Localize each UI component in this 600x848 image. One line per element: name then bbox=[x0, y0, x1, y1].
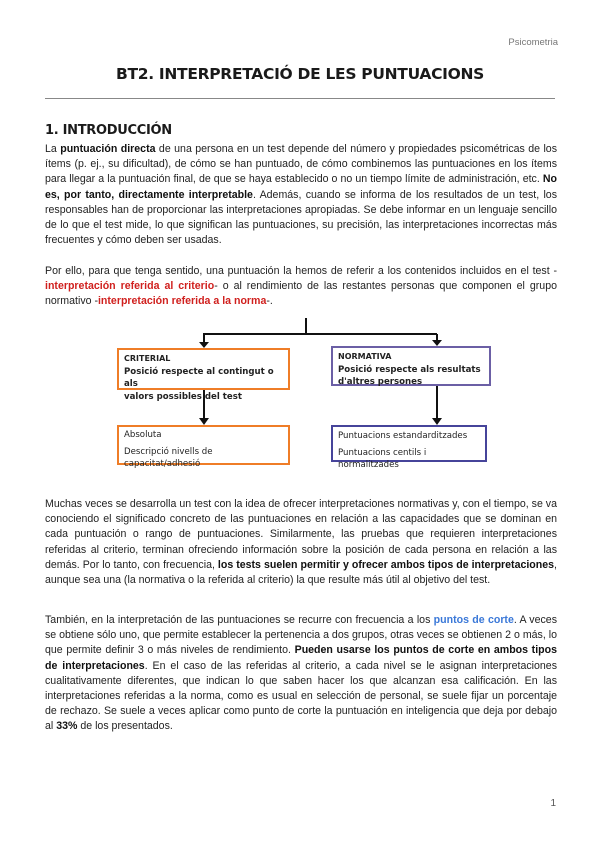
paragraph-intro: La puntuación directa de una persona en un test depende del número y propiedades psicométricas de los ítems (p. ej., su dificultad), de cómo se han puntuado, de cómo combinemos las puntuaciones en los ítems para llegar a la puntuación final, de que se haya establecido o no un tiempo límite de administración, etc. No es, por tanto, directamente interpretable. Además, cuando se informa de los resultados de un test, los responsables han de proporcionar las interpretaciones apropiadas. Se debe informar en un lenguaje sencillo de lo que el test mide, lo que significan las puntuaciones, su precisión, las interpretaciones incorrectas más frecuentes y cómo deben ser usadas. bbox=[45, 143, 557, 247]
emphasis-both-interpretations: los tests suelen permitir y ofrecer ambos tipos de interpretaciones bbox=[217, 558, 555, 571]
normativa-title: NORMATIVA bbox=[338, 352, 392, 361]
paragraph-both-types: Muchas veces se desarrolla un test con la idea de ofrecer interpretaciones normativas y, con el tiempo, se va conociendo el significado concreto de las puntuaciones en relación a las capacidades que se dominan en cada puntuación o rango de puntuaciones. Similarmente, las pruebas que requieren interpretaciones referidas al criterio, terminan ofreciendo información sobre la posición de cada persona en relación a las demás. Por lo tanto, con frecuencia, los tests suelen permitir y ofrecer ambos tipos de interpretaciones, aunque sea una (la normativa o la referida al criterio) la que resulte más útil al objetivo del test. bbox=[45, 498, 557, 587]
page-number: 1 bbox=[550, 798, 556, 809]
normativa-desc-2: d'altres persones bbox=[338, 377, 423, 387]
emphasis-not-interpretable: No es, por tanto, directamente interpretable bbox=[45, 173, 557, 201]
term-cut-points: puntos de corte bbox=[433, 614, 514, 626]
emphasis-cut-points-both: Pueden usarse los puntos de corte en ambos tipos de interpretaciones bbox=[45, 644, 557, 672]
term-criterion-referenced: interpretación referida al criterio bbox=[45, 280, 215, 293]
normative-scores-box bbox=[331, 425, 487, 470]
standardized-scores-label: Puntuacions estandarditzades bbox=[338, 431, 468, 441]
paragraph-cut-points: También, en la interpretación de las puntuaciones se recurre con frecuencia a los puntos de corte. A veces se obtiene sólo uno, que permite establecer la pertenencia a dos grupos, otras veces se obtienen 2 o más, lo que permite definir 3 o más niveles de rendimiento. Pueden usarse los puntos de corte en ambos tipos de interpretaciones. En el caso de las referidas al criterio, a cada nivel se le asignan interpretaciones cualitativamente diferentes, que indican lo que saben hacer los que alcanzan esa calificación. En las interpretaciones referidas a la norma, como es usual en selección de personal, se suele fijar un porcentaje de rechazo. Se suele a veces aplicar como punto de corte la puntuación en inteligencia que deja por debajo al 33% de los presentados. bbox=[45, 614, 557, 733]
page-title: BT2. INTERPRETACIÓ DE LES PUNTUACIONS bbox=[115, 65, 485, 83]
title-divider bbox=[45, 98, 555, 99]
absolute-desc: Descripció nivells de capacitat/adhesió bbox=[124, 446, 213, 469]
criterial-box bbox=[117, 348, 290, 402]
section-heading: 1. INTRODUCCIÓN bbox=[45, 123, 172, 138]
criterial-desc-2: valors possibles del test bbox=[124, 391, 242, 402]
absolute-box bbox=[117, 425, 290, 469]
normativa-desc: Posició respecte als resultats bbox=[338, 364, 481, 375]
percentile-scores-label: Puntuacions centils i normalitzades bbox=[338, 447, 427, 470]
criterial-desc: Posició respecte al contingut o als bbox=[124, 366, 274, 389]
running-header: Psicometria bbox=[508, 37, 558, 48]
paragraph-reference: Por ello, para que tenga sentido, una puntuación la hemos de referir a los contenidos incluidos en el test -interpretación referida al criterio- o al rendimiento de las restantes personas que componen el grupo normativo -interpretación referida a la norma-. bbox=[45, 265, 557, 308]
absolute-label: Absoluta bbox=[124, 430, 162, 440]
emphasis-puntuacion-directa: puntuación directa bbox=[60, 143, 156, 155]
normativa-box bbox=[331, 346, 491, 386]
emphasis-percentage: 33% bbox=[56, 720, 78, 733]
criterial-title: CRITERIAL bbox=[124, 354, 171, 363]
term-norm-referenced: interpretación referida a la norma bbox=[97, 295, 267, 308]
